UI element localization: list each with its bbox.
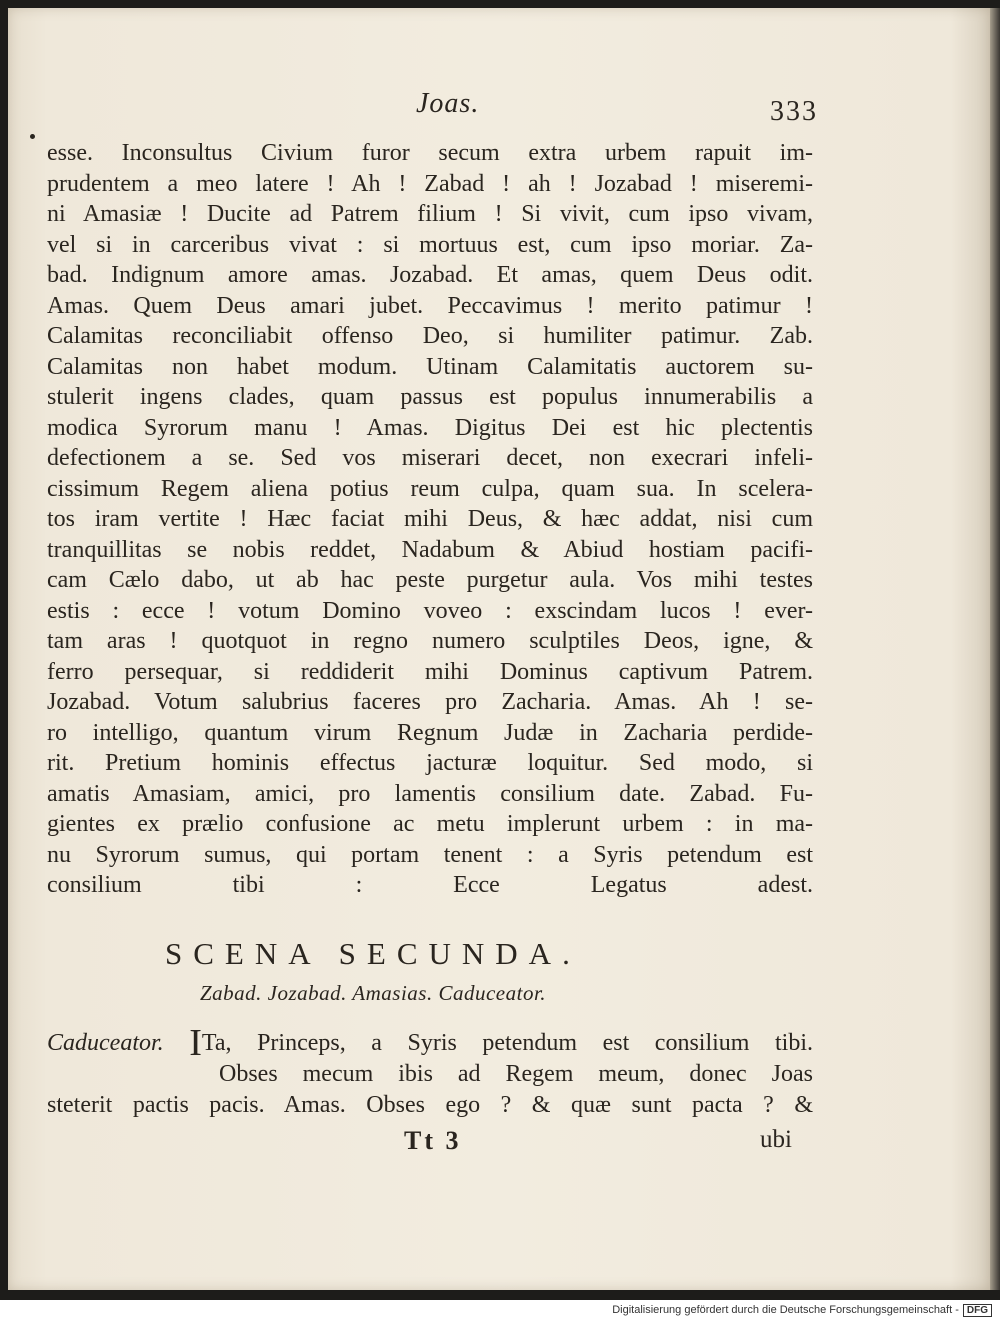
dialog-line-2: Obses mecum ibis ad Regem meum, donec Joas [219, 1061, 813, 1087]
dialog-line-1-text: Ta, Princeps, a Syris petendum est consilium tibi. [201, 1030, 813, 1056]
text-line: ni Amasiæ ! Ducite ad Patrem filium ! Si vivit, cum ipso vivam, [47, 201, 813, 227]
ink-dot [30, 134, 35, 139]
text-line: esse. Inconsultus Civium furor secum extra urbem rapuit im- [47, 140, 813, 166]
text-line: Calamitas reconciliabit offenso Deo, si humiliter patimur. Zab. [47, 323, 813, 349]
text-line: ferro persequar, si reddiderit mihi Dominus captivum Patrem. [47, 658, 813, 685]
text-line: Jozabad. Votum salubrius faceres pro Zacharia. Amas. Ah ! se- [47, 689, 813, 715]
dialog-block [47, 1028, 813, 1121]
footer [612, 1304, 992, 1317]
text-line: gientes ex prælio confusione ac metu implerunt urbem : in ma- [47, 811, 813, 837]
text-line: estis : ecce ! votum Domino voveo : exscindam lucos ! ever- [47, 597, 813, 624]
text-line: Amas. Quem Deus amari jubet. Peccavimus ! merito patimur ! [47, 292, 813, 319]
catchword: ubi [760, 1126, 792, 1153]
drop-initial: I [189, 1028, 202, 1059]
dramatis-personae: Zabad. Jozabad. Amasias. Caduceator. [200, 981, 547, 1005]
text-line: Calamitas non habet modum. Utinam Calamitatis auctorem su- [47, 353, 813, 380]
text-line: vel si in carceribus vivat : si mortuus est, cum ipso moriar. Za- [47, 231, 813, 258]
page-number: 333 [770, 96, 818, 127]
dfg-logo: DFG [963, 1304, 992, 1317]
running-head: Joas. [416, 88, 480, 119]
text-line: ro intelligo, quantum virum Regnum Judæ in Zacharia perdide- [47, 719, 813, 746]
scene-title: SCENA SECUNDA. [165, 936, 581, 971]
text-line: tos iram vertite ! Hæc faciat mihi Deus, & hæc addat, nisi cum [47, 506, 813, 532]
text-line: stulerit ingens clades, quam passus est populus innumerabilis a [47, 384, 813, 410]
text-line: bad. Indignum amore amas. Jozabad. Et amas, quem Deus odit. [47, 262, 813, 288]
footer-text: Digitalisierung gefördert durch die Deutsche Forschungsgemeinschaft - [612, 1304, 959, 1316]
dialog-line-1 [47, 1028, 813, 1059]
text-line: tranquillitas se nobis reddet, Nadabum & Abiud hostiam pacifi- [47, 536, 813, 563]
text-line: modica Syrorum manu ! Amas. Digitus Dei est hic plectentis [47, 414, 813, 441]
dialog-line-3: steterit pactis pacis. Amas. Obses ego ? & quæ sunt pacta ? & [47, 1092, 813, 1118]
text-line: amatis Amasiam, amici, pro lamentis consilium date. Zabad. Fu- [47, 780, 813, 807]
text-line: tam aras ! quotquot in regno numero sculptiles Deos, igne, & [47, 628, 813, 654]
body-text [47, 138, 813, 901]
text-line: nu Syrorum sumus, qui portam tenent : a Syris petendum est [47, 841, 813, 868]
text-line: cissimum Regem aliena potius reum culpa, quam sua. In scelera- [47, 475, 813, 502]
text-line: consilium tibi : Ecce Legatus adest. [47, 872, 813, 898]
text-line: defectionem a se. Sed vos miserari decet, non execrari infeli- [47, 445, 813, 471]
signature-mark: Tt 3 [404, 1126, 462, 1155]
page-edge [990, 8, 1000, 1290]
text-line: prudentem a meo latere ! Ah ! Zabad ! ah ! Jozabad ! miseremi- [47, 170, 813, 197]
text-line: cam Cælo dabo, ut ab hac peste purgetur aula. Vos mihi testes [47, 567, 813, 593]
speaker-label: Caduceator. [47, 1030, 164, 1056]
text-line: rit. Pretium hominis effectus jacturæ loquitur. Sed modo, si [47, 750, 813, 776]
